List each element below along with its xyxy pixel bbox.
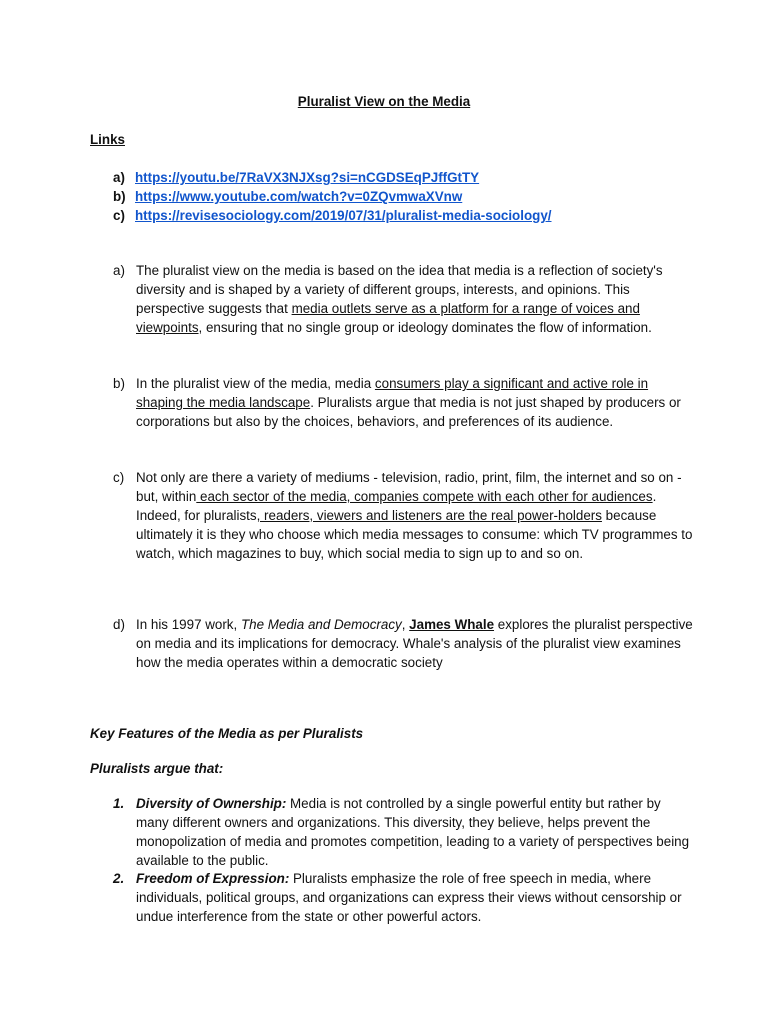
list-marker: d) [113, 617, 125, 632]
feature-text [136, 794, 693, 870]
text-run: Media is not controlled by a single powerful entity but rather by many different owners and organizations. This diversity, they believe, helps prevent the monopolization of media and promotes competition, leading to a variety of perspectives being available to the public. [136, 796, 690, 868]
text-run: , ensuring that no single group or ideology dominates the flow of information. [198, 320, 652, 335]
paragraph-text [136, 468, 693, 563]
pluralists-argue-heading: Pluralists argue that: [90, 761, 224, 776]
book-title: The Media and Democracy [240, 617, 402, 632]
paragraph-text [136, 261, 693, 337]
paragraph-text [136, 374, 693, 431]
page-title: Pluralist View on the Media [297, 94, 471, 109]
paragraph-b [113, 374, 693, 431]
text-run: because ultimately it is they who choose which media messages to consume: which TV programmes to watch, which magazines to buy, which social media to sign up to and so on. [136, 508, 693, 561]
list-marker: b) [113, 189, 126, 204]
feature-item [113, 794, 693, 870]
text-run: . Pluralists argue that media is not just shaped by producers or corporations but also by the choices, behaviors, and preferences of its audience. [136, 395, 681, 429]
text-run: , [401, 617, 410, 632]
link-item [113, 168, 713, 187]
underlined-text: consumers play a significant and active role in shaping the media landscape [136, 376, 649, 410]
link-youtube-watch[interactable]: https://www.youtube.com/watch?v=0ZQvmwaXVnw [135, 189, 463, 204]
list-marker: b) [113, 376, 125, 391]
paragraph-a [113, 261, 693, 337]
author-name: James Whale [409, 617, 495, 632]
feature-lead: Diversity of Ownership: [136, 796, 287, 811]
text-run: The pluralist view on the media is based on the idea that media is a reflection of society's diversity and is shaped by a variety of different groups, interests, and opinions. This perspective suggests that [136, 263, 663, 316]
list-marker: 1. [113, 796, 125, 811]
list-marker: 2. [113, 871, 125, 886]
text-run: Not only are there a variety of mediums - television, radio, print, film, the internet and so on - but, within [136, 470, 682, 504]
list-marker: c) [113, 208, 125, 223]
list-marker: a) [113, 263, 125, 278]
link-item [113, 187, 713, 206]
text-run: In his 1997 work, [136, 617, 241, 632]
link-revisesociology[interactable]: https://revisesociology.com/2019/07/31/pluralist-media-sociology/ [135, 208, 552, 223]
text-run: . Indeed, for pluralists [136, 489, 657, 523]
feature-text [136, 869, 693, 926]
feature-lead: Freedom of Expression: [136, 871, 290, 886]
underlined-text: , readers, viewers and listeners are the real power-holders [256, 508, 602, 523]
paragraph-d [113, 615, 693, 672]
paragraph-text [136, 615, 693, 672]
underlined-text: media outlets serve as a platform for a range of voices and viewpoints [136, 301, 640, 335]
list-marker: a) [113, 170, 125, 185]
link-youtu-be[interactable]: https://youtu.be/7RaVX3NJXsg?si=nCGDSEqPJffGtTY [135, 170, 480, 185]
key-features-heading: Key Features of the Media as per Pluralists [90, 726, 364, 741]
link-item [113, 206, 713, 225]
underlined-text: each sector of the media, companies compete with each other for audiences [196, 489, 653, 504]
links-heading: Links [90, 132, 125, 147]
paragraph-c [113, 468, 693, 563]
text-run: explores the pluralist perspective on media and its implications for democracy. Whale's analysis of the pluralist view examines how the media operates within a democratic society [136, 617, 693, 670]
feature-item [113, 869, 693, 926]
list-marker: c) [113, 470, 125, 485]
text-run: Pluralists emphasize the role of free speech in media, where individuals, political groups, and organizations can express their views without censorship or undue interference from the state or other powerful actors. [136, 871, 682, 924]
links-list [113, 168, 713, 225]
text-run: In the pluralist view of the media, media [136, 376, 375, 391]
